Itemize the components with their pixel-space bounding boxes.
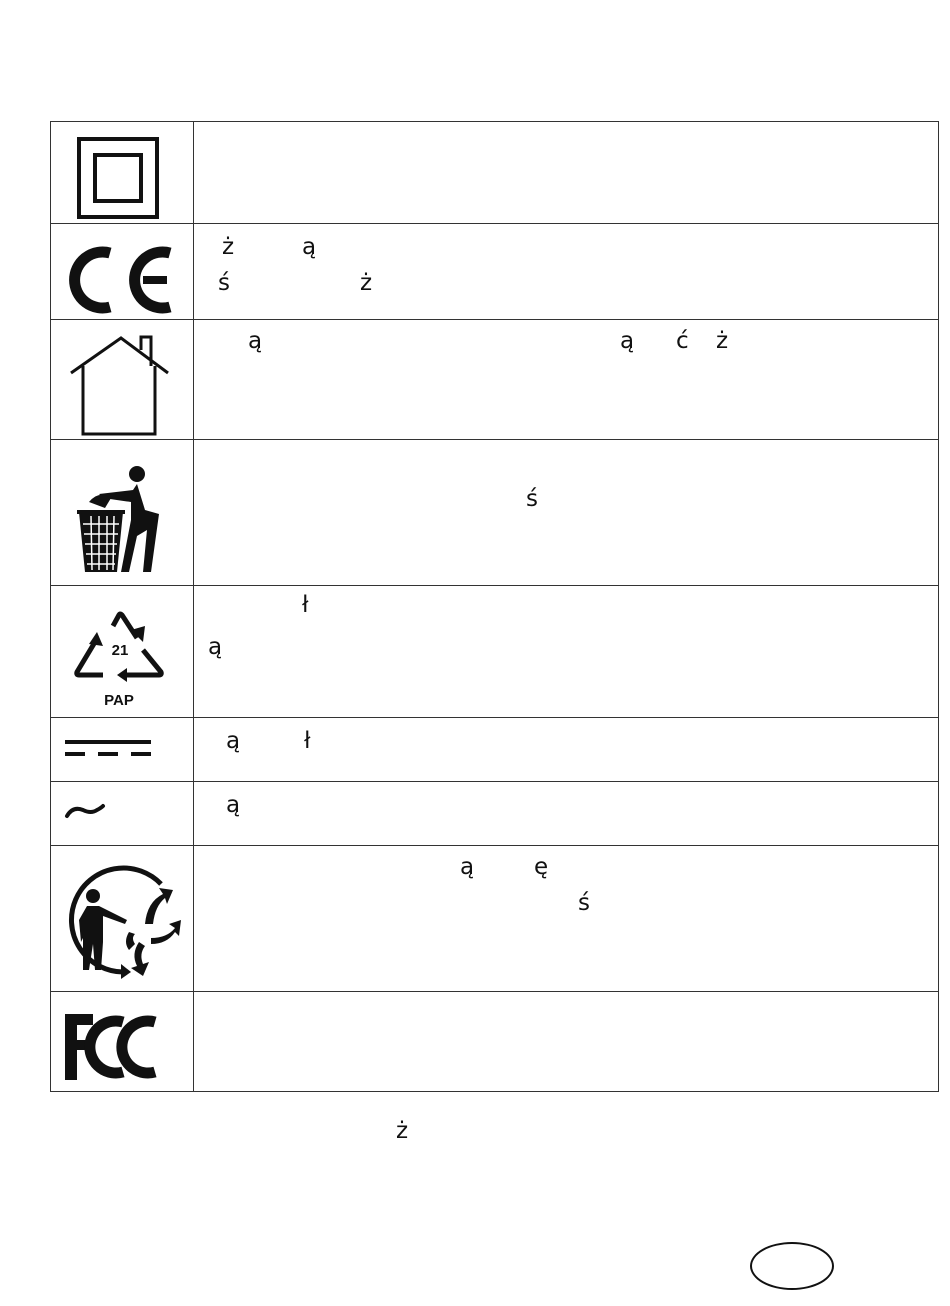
symbol-cell — [51, 782, 194, 845]
symbol-cell — [51, 224, 194, 319]
row-triman — [51, 846, 938, 992]
direct-current-icon — [51, 718, 194, 782]
recycling-triangle-icon — [51, 586, 194, 718]
symbol-cell — [51, 846, 194, 991]
row-ac — [51, 782, 938, 846]
description-cell — [194, 586, 938, 717]
symbol-cell — [51, 718, 194, 781]
text-glyph: ś — [526, 486, 538, 512]
row-class2 — [51, 122, 938, 224]
ce-mark-icon — [51, 224, 194, 320]
description-cell — [194, 846, 938, 991]
symbol-cell — [51, 440, 194, 585]
description-cell — [194, 718, 938, 781]
text-glyph: ż — [716, 328, 729, 354]
row-tidyman — [51, 440, 938, 586]
text-glyph: ł — [302, 592, 309, 618]
text-glyph: ą — [208, 634, 223, 660]
symbol-cell — [51, 586, 194, 717]
description-cell — [194, 122, 938, 223]
alternating-current-icon — [51, 782, 194, 846]
row-dc — [51, 718, 938, 782]
symbols-table — [50, 121, 939, 1092]
text-glyph: ą — [302, 234, 317, 260]
recycling-material: PAP — [104, 692, 134, 709]
tidyman-icon — [51, 440, 194, 586]
text-glyph: ś — [578, 890, 590, 916]
description-cell — [194, 440, 938, 585]
text-glyph: ż — [360, 270, 373, 296]
symbol-cell — [51, 320, 194, 439]
recycling-code: 21 — [111, 642, 129, 659]
double-square-icon — [51, 122, 194, 224]
row-indoor — [51, 320, 938, 440]
footer-text-glyph: ż — [396, 1118, 409, 1144]
symbol-cell — [51, 122, 194, 223]
description-cell — [194, 992, 938, 1091]
text-glyph: ć — [676, 328, 689, 354]
text-glyph: ą — [226, 728, 241, 754]
description-cell — [194, 224, 938, 319]
text-glyph: ą — [460, 854, 475, 880]
description-cell — [194, 782, 938, 845]
symbol-cell — [51, 992, 194, 1091]
row-fcc — [51, 992, 938, 1091]
text-glyph: ś — [218, 270, 230, 296]
text-glyph: ą — [226, 792, 241, 818]
description-cell — [194, 320, 938, 439]
text-glyph: ą — [620, 328, 635, 354]
text-glyph: ę — [534, 854, 549, 880]
row-recycling — [51, 586, 938, 718]
fcc-logo-icon — [51, 992, 194, 1091]
page-badge-oval — [750, 1242, 834, 1290]
text-glyph: ż — [222, 234, 235, 260]
row-ce — [51, 224, 938, 320]
house-icon — [51, 320, 194, 440]
text-glyph: ą — [248, 328, 263, 354]
text-glyph: ł — [304, 728, 311, 754]
triman-icon — [51, 846, 194, 992]
